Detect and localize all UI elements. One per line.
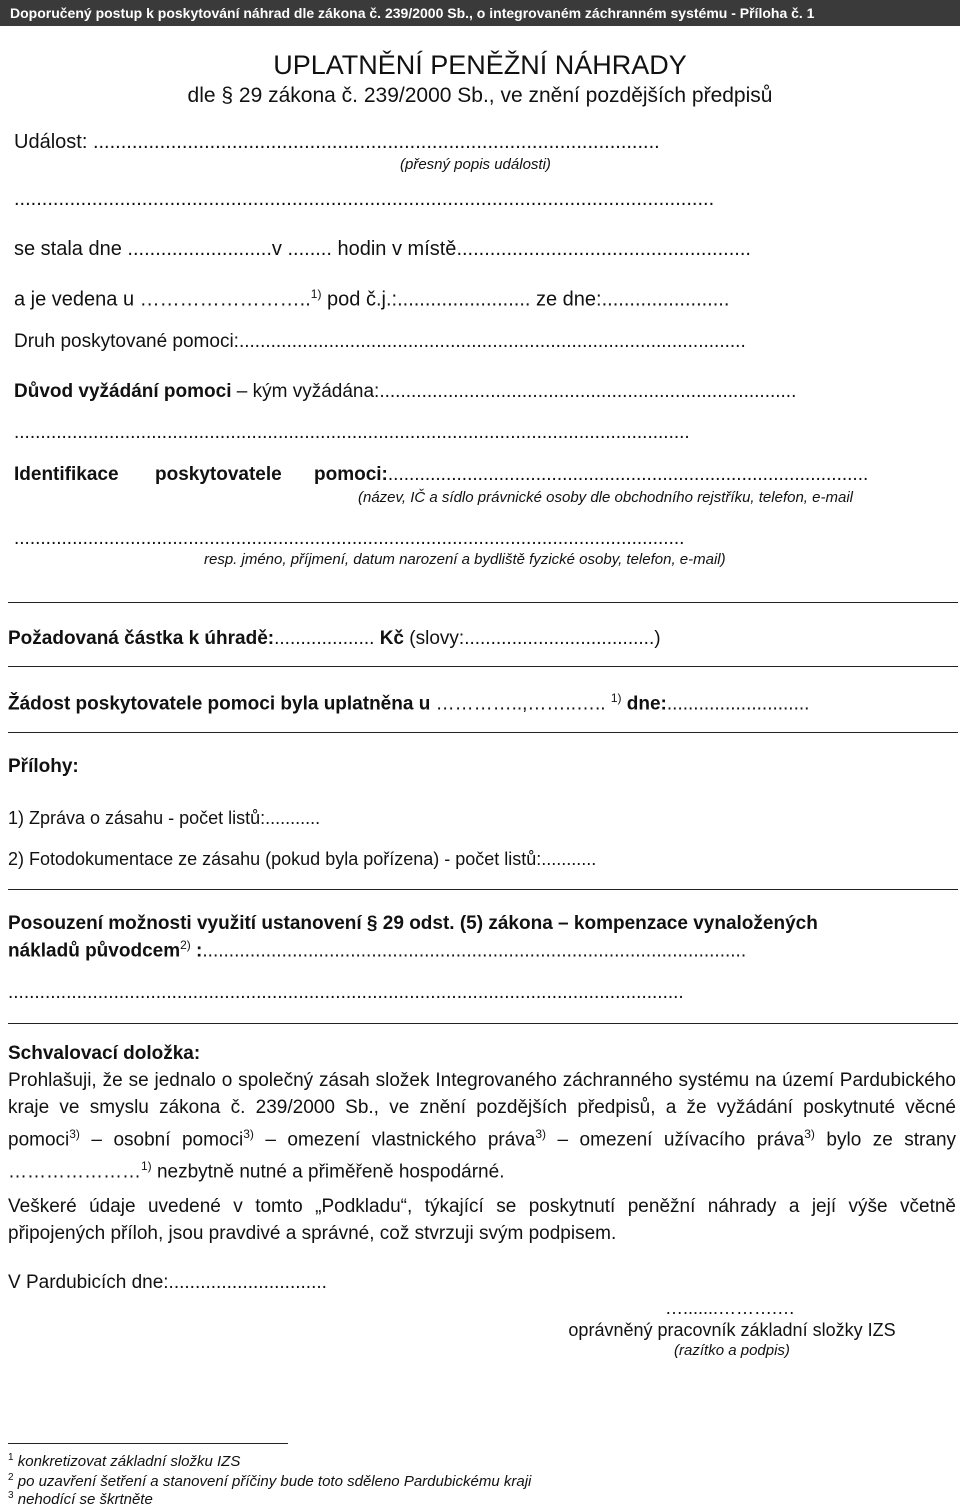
zadost-label: Žádost poskytovatele pomoci byla uplatněna u [8,693,431,715]
signature-input[interactable]: ….......……….… [664,1298,795,1318]
identifikace-hint-1: (název, IČ a sídlo právnické osoby dle obchodního rejstříku, telefon, e-mail [358,489,853,506]
zadost-dne-input[interactable]: ........................... [666,693,810,715]
footnote-ref-3: 3) [243,1127,254,1141]
event-input[interactable]: ...................................................................................................... [92,131,660,153]
priloha-2-label: 2) Fotodokumentace ze zásahu (pokud byla pořízena) - počet listů: [8,849,542,869]
druh-input[interactable]: ................................................................................................ [238,331,746,352]
footnote-1-num: 1 [8,1452,14,1463]
duvod-dash: – [231,381,253,402]
footnote-divider [8,1443,288,1444]
identifikace-label-3: pomoci: [314,464,388,485]
druh-label: Druh poskytované pomoci: [14,331,239,352]
ze-dne-input[interactable]: ....................... [601,288,730,311]
date-row [14,238,751,261]
event-hint: (přesný popis události) [400,156,551,173]
divider [8,602,958,603]
nezbytne-text: nezbytně nutné a přiměřeně hospodárné. [151,1161,505,1183]
event-row [14,131,660,154]
footnote-3 [8,1490,153,1508]
footnote-2-num: 2 [8,1472,14,1483]
posouzeni-line-1: Posouzení možnosti využití ustanovení § 29 odst. (5) zákona – kompenzace vynaložených [8,913,818,934]
signature-hint: (razítko a podpis) [674,1342,790,1359]
hodin-label: hodin v místě [337,238,457,260]
schvalovaci-paragraph [8,1067,956,1186]
identifikace-row [314,464,868,486]
duvod-input[interactable]: ............................................................................... [379,381,797,402]
vedena-label: a je vedena u [14,288,135,311]
identifikace-line2[interactable]: ............................................................................................................................... [14,528,685,549]
divider [8,666,958,667]
se-stala-label: se stala dne [14,238,122,260]
slovy-label: (slovy: [409,628,465,649]
hour-input[interactable]: ........ [287,238,332,260]
vedena-row [14,287,729,312]
place-label: V Pardubicích dne: [8,1272,169,1293]
divider [8,1023,958,1024]
footnote-1-text: konkretizovat základní složku IZS [17,1453,241,1470]
page-subtitle: dle § 29 zákona č. 239/2000 Sb., ve znění pozdějších předpisů [187,84,773,107]
castka-row [8,628,661,650]
priloha-2 [8,849,596,870]
identifikace-label-2: poskytovatele [155,464,282,485]
place-row [8,1272,327,1294]
ze-dne-label: ze dne: [536,288,602,311]
castka-input[interactable]: ................... [274,628,375,649]
footnote-ref-3: 3) [69,1127,80,1141]
signature-role: oprávněný pracovník základní složky IZS [568,1320,896,1340]
omezeni-uzivaciho-text: – omezení užívacího práva [546,1129,805,1151]
identifikace-label-1: Identifikace [14,464,119,485]
divider [8,732,958,733]
footnote-2 [8,1472,531,1490]
footnote-ref-1: 1) [141,1159,152,1174]
slovy-input[interactable]: .................................... [464,628,655,649]
identifikace-input[interactable]: ........................................................................................... [387,464,869,485]
posouzeni-input[interactable]: ....................................................................................................... [202,940,747,962]
footnote-ref-2: 2) [180,938,191,952]
priloha-1-label: 1) Zpráva o zásahu - počet listů: [8,808,266,828]
footnote-2-text: po uzavření šetření a stanovení příčiny bude toto sděleno Pardubickému kraji [17,1473,532,1490]
priloha-1 [8,808,320,829]
posouzeni-row-2 [8,938,746,962]
slovy-close: ) [654,628,661,649]
place-date-input[interactable]: .............................. [168,1272,327,1293]
footnote-ref-3: 3) [535,1127,547,1141]
footnote-ref-1: 1) [610,691,622,705]
footnote-1 [8,1452,240,1470]
osobni-text: – osobní pomoci [79,1129,244,1151]
castka-label: Požadovaná částka k úhradě: [8,628,275,649]
vedena-input[interactable]: …………………….. [139,288,311,311]
omezeni-vlastnickeho-text: – omezení vlastnického práva [253,1129,536,1151]
duvod-line2[interactable]: ................................................................................................................................ [14,422,690,443]
place-input[interactable]: ..................................................... [456,238,751,260]
druh-row [14,331,746,353]
footnote-3-text: nehodící se škrtněte [17,1491,153,1508]
footnote-ref-1: 1) [310,287,322,301]
footnote-ref-3: 3) [804,1127,815,1141]
pod-cj-label: pod č.j.: [327,288,398,311]
posouzeni-line-3[interactable]: ................................................................................................................................ [8,982,684,1003]
zadost-input[interactable]: …………..,……..….. [435,693,606,715]
strana-input[interactable]: ………………… [8,1161,141,1183]
page-title: UPLATNĚNÍ PENĚŽNÍ NÁHRADY [273,50,687,80]
schvalovaci-text-a: Prohlašuji, že se jednalo o společný zásah složek Integrovaného záchranného systému na území Pardubického kraje ve smyslu zákona č. 239/2000 Sb., ve znění pozdějších předpisů, a že vyžádání poskytnuté věcné pomoci [8,1070,956,1151]
event-line2[interactable]: .............................................................................................................................. [14,188,715,210]
duvod-row [14,381,796,403]
header-banner: Doporučený postup k poskytování náhrad dle zákona č. 239/2000 Sb., o integrovaném záchranném systému - Příloha č. 1 [0,0,960,26]
duvod-label: Důvod vyžádání pomoci [14,381,232,402]
posouzeni-colon: : [190,940,203,962]
divider [8,889,958,890]
zadost-dne-label: dne: [626,693,667,715]
zadost-row [8,691,809,715]
priloha-1-input[interactable]: ........... [265,808,321,828]
v-label: v [271,238,282,260]
prohlaseni-paragraph: Veškeré údaje uvedené v tomto „Podkladu“, týkající se poskytnutí peněžní náhrady a její výše včetně připojených příloh, jsou pravdivé a správné, což stvrzuji svým podpisem. [8,1196,956,1244]
bylo-text: bylo ze strany [814,1129,957,1151]
schvalovaci-heading: Schvalovací doložka: [8,1043,201,1064]
priloha-2-input[interactable]: ........... [541,849,597,869]
event-label: Událost: [14,131,88,153]
kc-label: Kč [379,628,404,649]
kym-label: kým vyžádána: [252,381,380,402]
posouzeni-line-2: nákladů původcem [8,940,181,962]
prilohy-heading: Přílohy: [8,756,79,777]
cj-input[interactable]: ........................ [397,288,531,311]
date-input[interactable]: .......................... [127,238,272,260]
identifikace-hint-2: resp. jméno, příjmení, datum narození a bydliště fyzické osoby, telefon, e-mail) [204,551,726,568]
footnote-3-num: 3 [8,1490,14,1501]
